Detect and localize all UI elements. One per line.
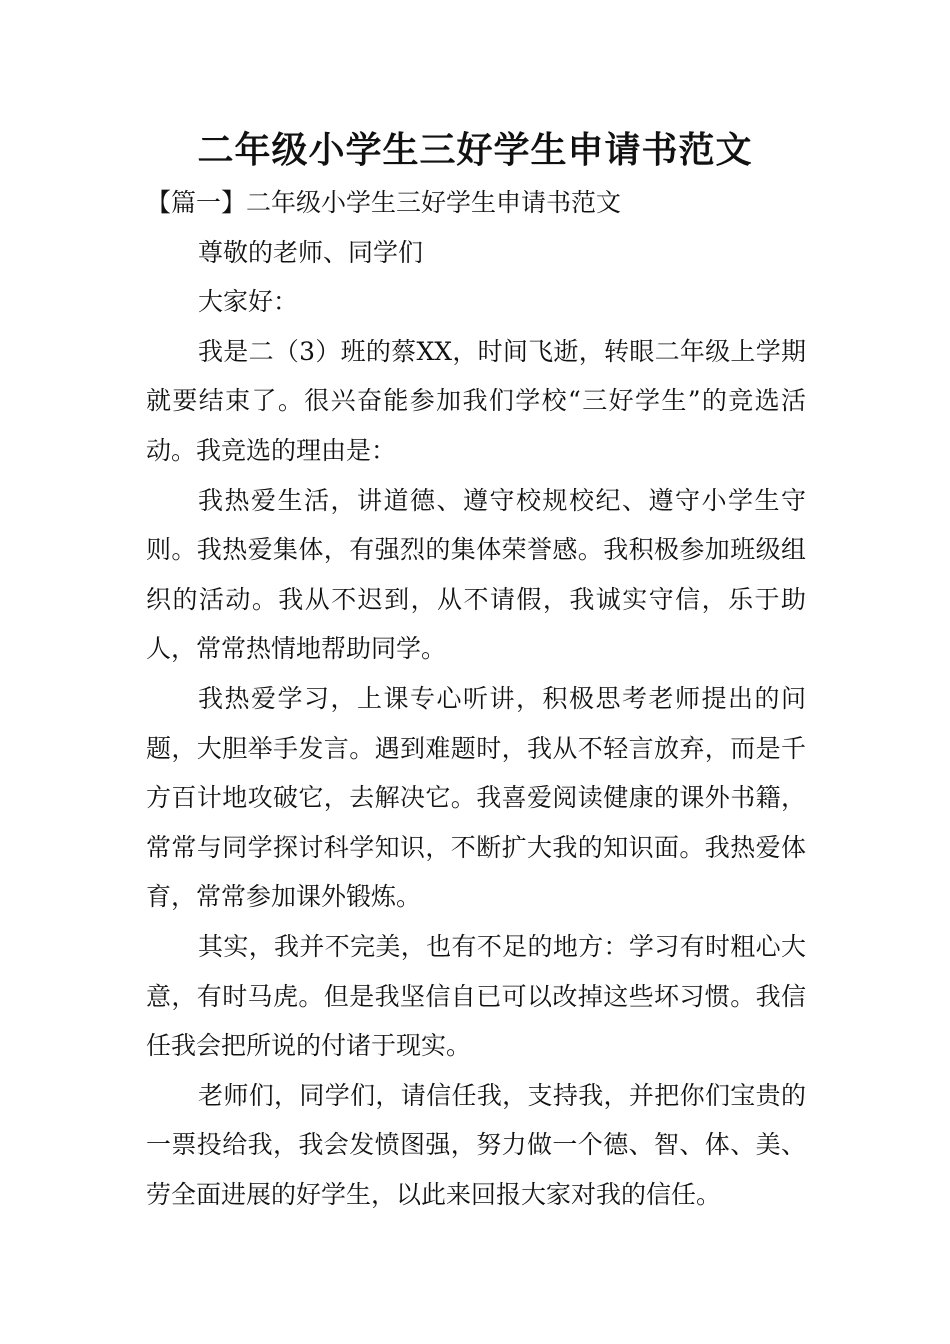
document-title: 二年级小学生三好学生申请书范文 [197, 129, 753, 171]
paragraph-2: 我热爱生活，讲道德、遵守校规校纪、遵守小学生守则。我热爱集体，有强烈的集体荣誉感。我积极参加班级组织的活动。我从不迟到，从不请假，我诚实守信，乐于助人，常常热情地帮助同学。 [146, 485, 806, 664]
paragraph-4: 其实，我并不完美，也有不足的地方：学习有时粗心大意，有时马虎。但是我坚信自已可以改掉这些坏习惯。我信任我会把所说的付诸于现实。 [146, 931, 806, 1061]
paragraph-3: 我热爱学习，上课专心听讲，积极思考老师提出的问题，大胆举手发言。遇到难题时，我从不轻言放弃，而是千方百计地攻破它，去解决它。我喜爱阅读健康的课外书籍，常常与同学探讨科学知识，不断扩大我的知识面。我热爱体育，常常参加课外锻炼。 [146, 683, 806, 912]
salutation: 尊敬的老师、同学们 [198, 237, 424, 267]
greeting: 大家好： [198, 287, 299, 317]
paragraph-1: 我是二（3）班的蔡XX，时间飞逝，转眼二年级上学期就要结束了。很兴奋能参加我们学校“三好学生”的竞选活动。我竞选的理由是： [146, 336, 806, 465]
paragraph-5: 老师们，同学们，请信任我，支持我，并把你们宝贵的一票投给我，我会发愤图强，努力做一个德、智、体、美、劳全面进展的好学生，以此来回报大家对我的信任。 [146, 1080, 806, 1209]
section-heading: 【篇一】二年级小学生三好学生申请书范文 [146, 188, 622, 217]
document-body [146, 178, 806, 1219]
